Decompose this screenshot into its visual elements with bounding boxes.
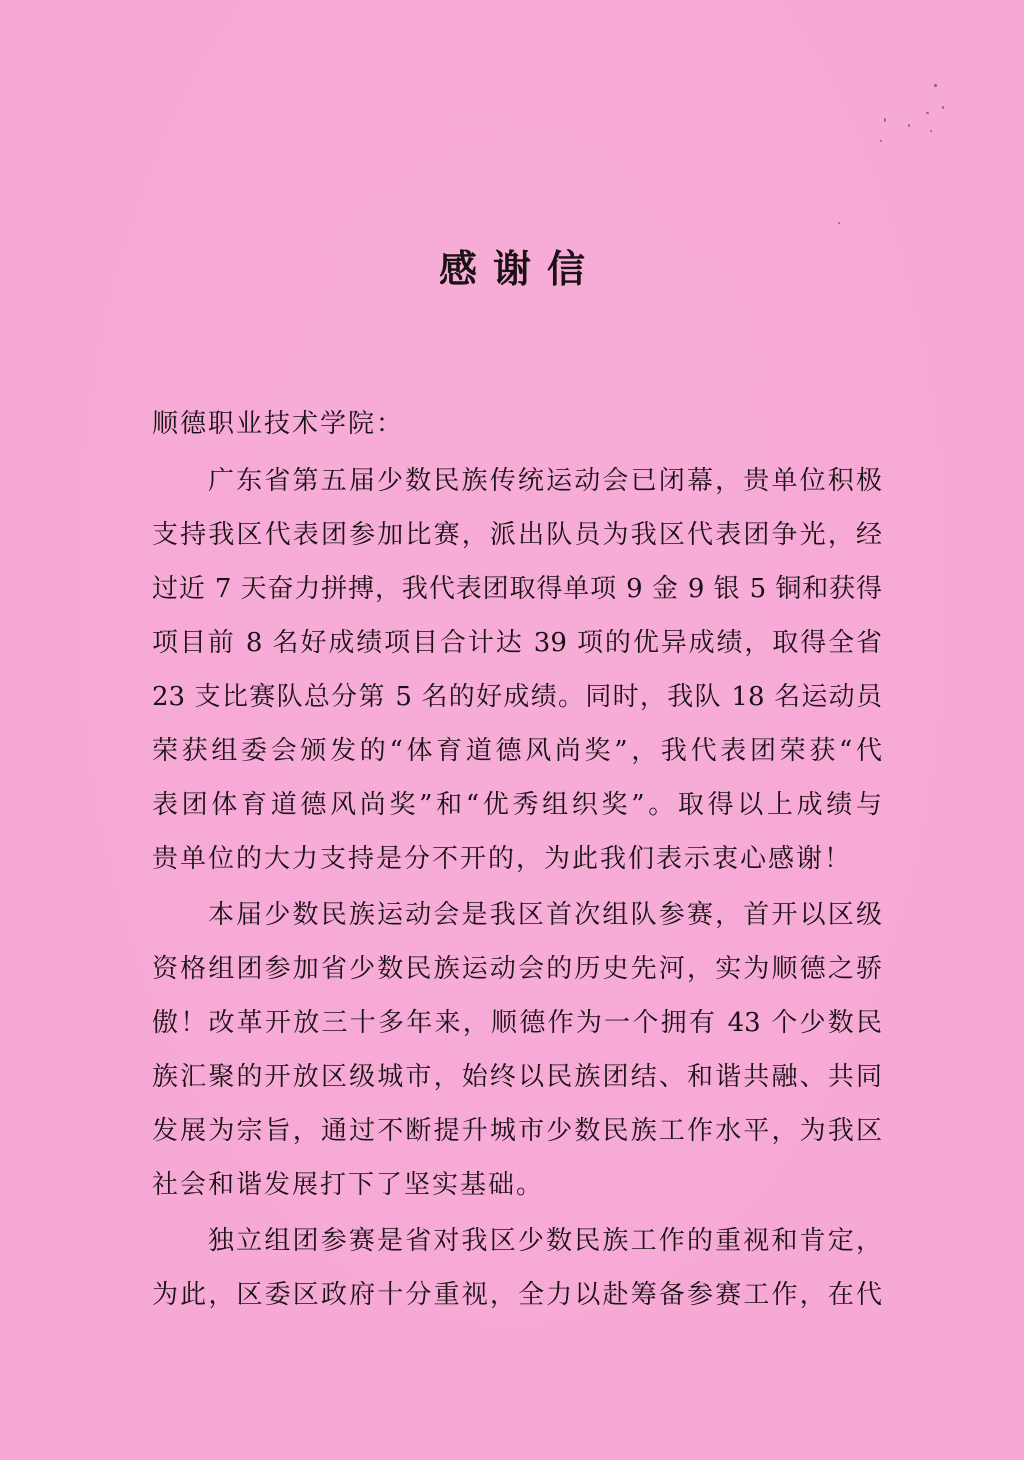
text-line: 支持我区代表团参加比赛，派出队员为我区代表团争光，经	[152, 520, 882, 550]
text-line: 广东省第五届少数民族传统运动会已闭幕，贵单位积极	[208, 466, 882, 496]
text-line: 表团体育道德风尚奖”和“优秀组织奖”。取得以上成绩与	[152, 790, 882, 820]
scan-speck	[838, 222, 840, 224]
scan-speck	[880, 140, 882, 142]
text-line: 傲！改革开放三十多年来，顺德作为一个拥有 43 个少数民	[152, 1008, 882, 1038]
salutation: 顺德职业技术学院：	[152, 409, 405, 439]
text-line: 项目前 8 名好成绩项目合计达 39 项的优异成绩，取得全省	[152, 628, 882, 658]
text-line: 过近 7 天奋力拼搏，我代表团取得单项 9 金 9 银 5 铜和获得	[152, 574, 882, 604]
scan-speck	[926, 112, 929, 114]
scan-speck	[930, 130, 932, 132]
scan-speck	[942, 106, 944, 109]
text-line: 发展为宗旨，通过不断提升城市少数民族工作水平，为我区	[152, 1116, 882, 1146]
text-line: 本届少数民族运动会是我区首次组队参赛，首开以区级	[208, 900, 882, 930]
text-line: 社会和谐发展打下了坚实基础。	[152, 1170, 545, 1200]
scan-speck	[908, 124, 910, 127]
paragraph-1	[152, 454, 882, 886]
text-line: 荣获组委会颁发的“体育道德风尚奖”，我代表团荣获“代	[152, 736, 882, 766]
scan-speck	[934, 84, 937, 87]
text-line: 贵单位的大力支持是分不开的，为此我们表示衷心感谢！	[152, 844, 853, 874]
text-line: 独立组团参赛是省对我区少数民族工作的重视和肯定，	[208, 1226, 882, 1256]
paragraph-2	[152, 888, 882, 1212]
scan-speck	[884, 118, 886, 122]
text-line: 族汇聚的开放区级城市，始终以民族团结、和谐共融、共同	[152, 1062, 882, 1092]
letter-body	[152, 396, 882, 1322]
paragraph-3	[152, 1214, 882, 1322]
letter-title: 感谢信	[438, 247, 601, 291]
text-line: 为此，区委区政府十分重视，全力以赴筹备参赛工作，在代	[152, 1280, 882, 1310]
text-line: 资格组团参加省少数民族运动会的历史先河，实为顺德之骄	[152, 954, 882, 984]
text-line: 23 支比赛队总分第 5 名的好成绩。同时，我队 18 名运动员	[152, 682, 882, 712]
